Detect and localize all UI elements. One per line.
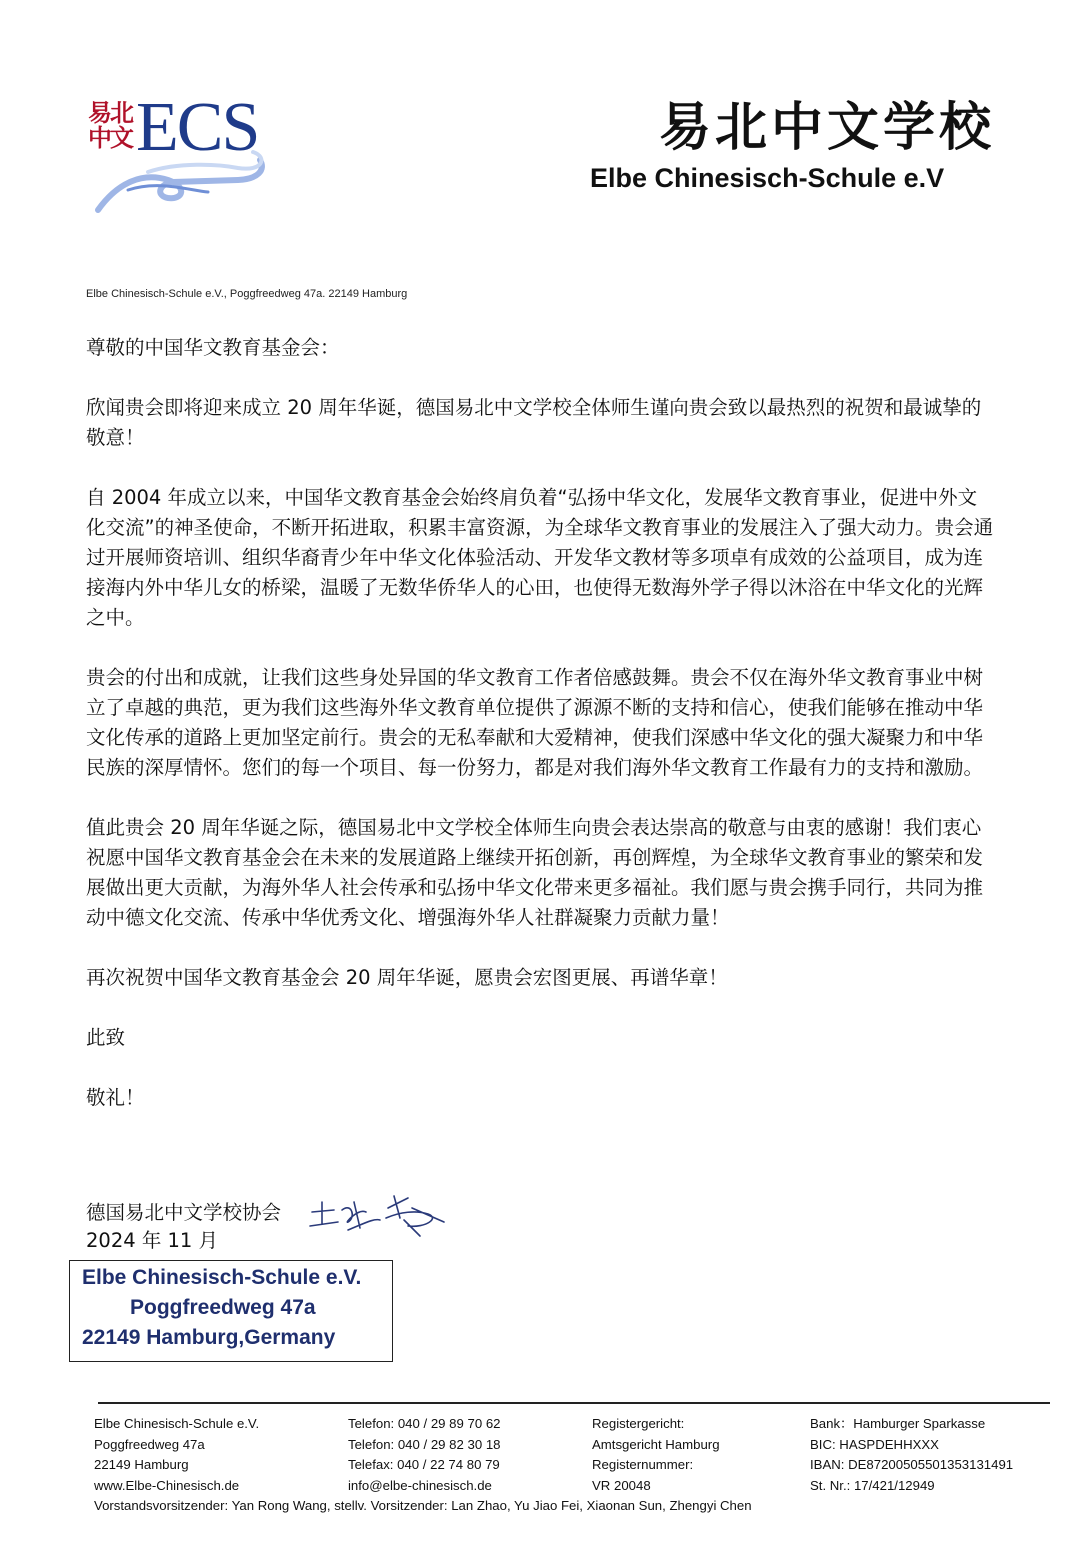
logo-abbreviation: ECS xyxy=(136,89,259,166)
footer-fax: Telefax: 040 / 22 74 80 79 xyxy=(348,1457,500,1472)
footer-email: info@elbe-chinesisch.de xyxy=(348,1477,492,1493)
closing-1: 此致 xyxy=(86,1026,126,1049)
address-stamp xyxy=(69,1260,393,1362)
footer-bic: BIC: HASPDEHHXXX xyxy=(810,1436,939,1452)
footer-address-column xyxy=(94,1414,259,1496)
footer-register-label: Registergericht: xyxy=(592,1416,685,1431)
sender-address-line: Elbe Chinesisch-Schule e.V., Poggfreedweg 47a. 22149 Hamburg xyxy=(86,288,408,300)
footer-bank: Bank：Hamburger Sparkasse xyxy=(810,1416,986,1431)
paragraph-3: 贵会的付出和成就，让我们这些身处异国的华文教育工作者倍感鼓舞。贵会不仅在海外华文教育事业中树立了卓越的典范，更为我们这些海外华文教育单位提供了源源不断的支持和信心，使我们能够在推动中华文化传承的道路上更加坚定前行。贵会的无私奉献和大爱精神，使我们深感中华文化的强大凝聚力和中华民族的深厚情怀。您们的每一个项目、每一份努力，都是对我们海外华文教育工作最有力的支持和激励。 xyxy=(86,666,984,779)
footer-board-line: Vorstandsvorsitzender: Yan Rong Wang, stellv. Vorsitzender: Lan Zhao, Yu Jiao Fei, Xiaonan Sun, Zhengyi Chen xyxy=(94,1498,752,1513)
letter-date: 2024 年 11 月 xyxy=(86,1229,219,1252)
footer-divider xyxy=(98,1402,1050,1404)
footer-city: 22149 Hamburg xyxy=(94,1457,189,1472)
salutation: 尊敬的中国华文教育基金会： xyxy=(86,336,340,359)
footer-phone-2: Telefon: 040 / 29 82 30 18 xyxy=(348,1436,501,1452)
logo-wave-icon xyxy=(88,142,288,217)
paragraph-2: 自 2004 年成立以来，中国华文教育基金会始终肩负着“弘扬中华文化，发展华文教育事业，促进中外文化交流”的神圣使命，不断开拓进取，积累丰富资源，为全球华文教育事业的发展注入了强大动力。贵会通过开展师资培训、组织华裔青少年中华文化体验活动、开发华文教材等多项卓有成效的公益项目，成为连接海内外中华儿女的桥梁，温暖了无数华侨华人的心田，也使得无数海外学子得以沐浴在中华文化的光辉之中。 xyxy=(86,486,994,629)
footer-street: Poggfreedweg 47a xyxy=(94,1436,205,1452)
logo-chinese-top: 易北 xyxy=(88,98,132,127)
footer-tax-number: St. Nr.: 17/421/12949 xyxy=(810,1477,935,1493)
footer-court: Amtsgericht Hamburg xyxy=(592,1436,720,1452)
stamp-line-2: Poggfreedweg 47a xyxy=(130,1296,316,1319)
footer-school-name: Elbe Chinesisch-Schule e.V. xyxy=(94,1416,260,1431)
paragraph-1: 欣闻贵会即将迎来成立 20 周年华诞，德国易北中文学校全体师生谨向贵会致以最热烈的祝贺和最诚挚的敬意！ xyxy=(86,396,982,449)
footer-bank-column xyxy=(810,1414,1013,1496)
stamp-line-1: Elbe Chinesisch-Schule e.V. xyxy=(82,1266,362,1289)
stamp-line-3: 22149 Hamburg,Germany xyxy=(82,1326,336,1349)
paragraph-5: 再次祝贺中国华文教育基金会 20 周年华诞，愿贵会宏图更展、再谱华章！ xyxy=(86,966,728,989)
footer-phone-1: Telefon: 040 / 29 89 70 62 xyxy=(348,1416,501,1431)
school-name-german: Elbe Chinesisch-Schule e.V xyxy=(590,163,945,193)
logo-chinese-bottom: 中文 xyxy=(88,123,132,152)
footer-register-number: VR 20048 xyxy=(592,1477,651,1493)
paragraph-4: 值此贵会 20 周年华诞之际，德国易北中文学校全体师生向贵会表达崇高的敬意与由衷的感谢！我们衷心祝愿中国华文教育基金会在未来的发展道路上继续开拓创新，再创辉煌，为全球华文教育事业的繁荣和发展做出更大贡献，为海外华人社会传承和弘扬中华文化带来更多福祉。我们愿与贵会携手同行，共同为推动中德文化交流、传承中华优秀文化、增强海外华人社群凝聚力贡献力量！ xyxy=(86,816,984,929)
footer-register-column xyxy=(592,1414,720,1496)
footer-iban: IBAN: DE87200505501353131491 xyxy=(810,1457,1014,1472)
letter-body xyxy=(86,333,996,1143)
handwritten-signature-icon xyxy=(308,1188,448,1240)
closing-2: 敬礼！ xyxy=(86,1086,145,1109)
footer-register-number-label: Registernummer: xyxy=(592,1457,694,1472)
footer-website: www.Elbe-Chinesisch.de xyxy=(94,1477,240,1493)
footer-contact-column xyxy=(348,1414,501,1496)
school-name-chinese: 易北中文学校 xyxy=(658,97,995,158)
school-logo xyxy=(88,89,288,217)
organization-name: 德国易北中文学校协会 xyxy=(86,1201,282,1224)
